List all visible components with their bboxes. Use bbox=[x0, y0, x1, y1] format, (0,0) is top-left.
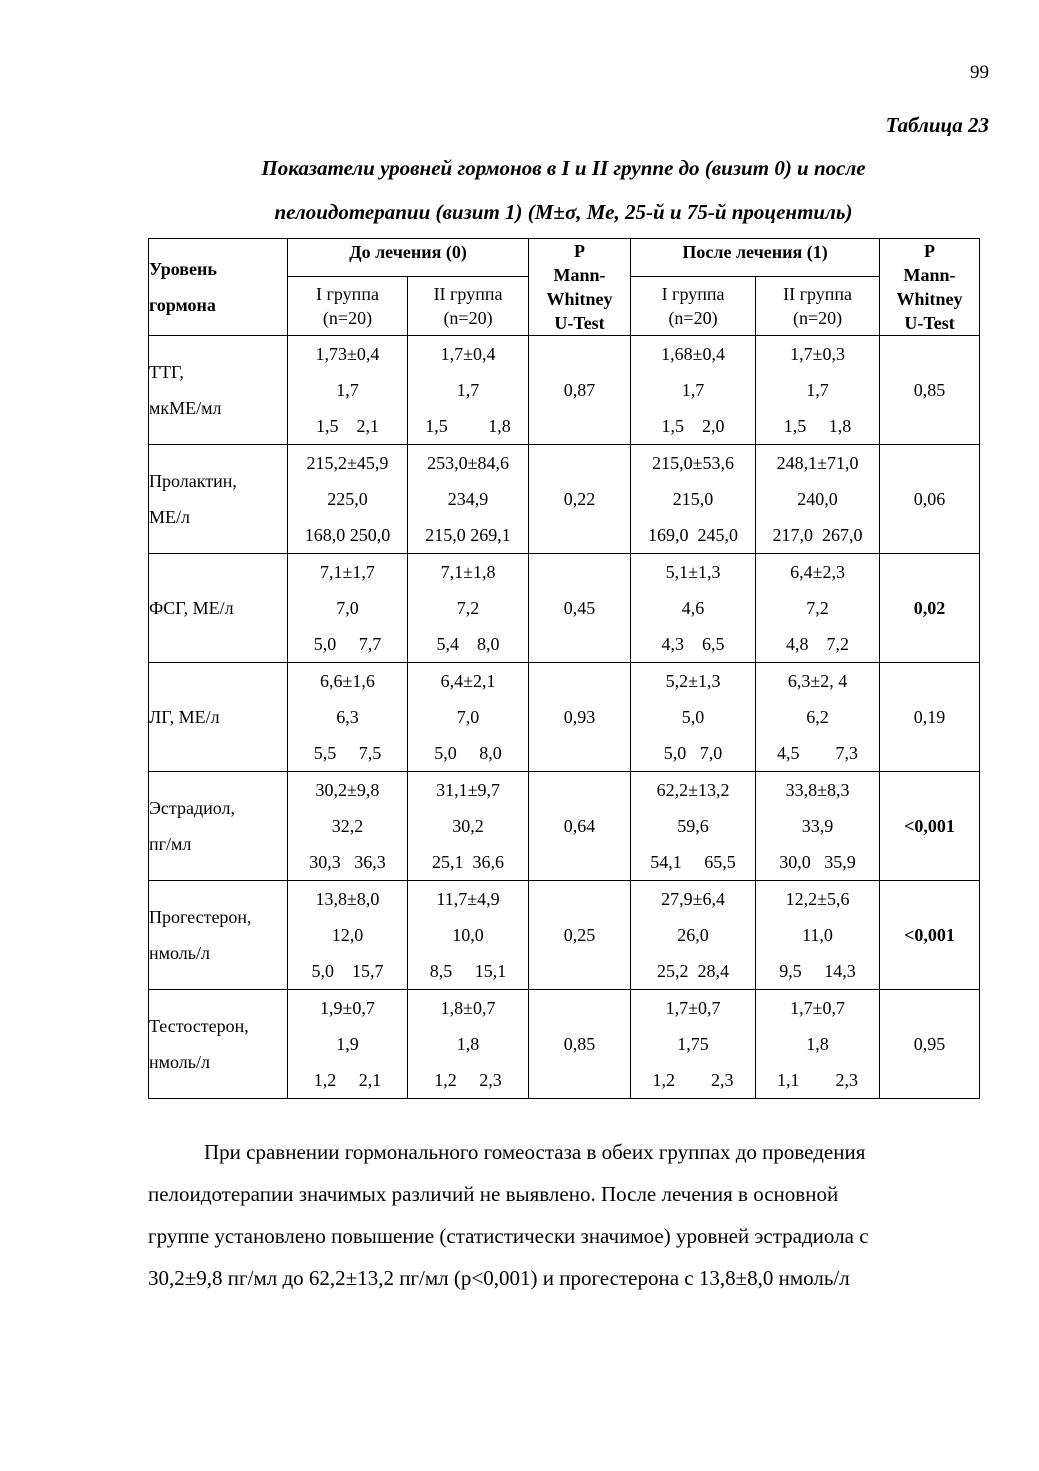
cell-after-group-2: 12,2±5,6 11,0 9,5 14,3 bbox=[756, 881, 880, 990]
cell-after-group-1: 5,2±1,3 5,0 5,0 7,0 bbox=[631, 663, 756, 772]
row-label: Прогестерон, нмоль/л bbox=[149, 881, 288, 990]
cell-before-group-1: 13,8±8,0 12,0 5,0 15,7 bbox=[288, 881, 408, 990]
cell-after-group-1: 27,9±6,4 26,0 25,2 28,4 bbox=[631, 881, 756, 990]
cell-p-before: 0,87 bbox=[529, 336, 631, 445]
header-hormone-level: Уровень гормона bbox=[149, 239, 288, 336]
cell-before-group-1: 7,1±1,7 7,0 5,0 7,7 bbox=[288, 554, 408, 663]
cell-p-before: 0,93 bbox=[529, 663, 631, 772]
paragraph-line: пелоидотерапии значимых различий не выявлено. После лечения в основной bbox=[148, 1182, 839, 1206]
table-row bbox=[149, 336, 980, 445]
cell-after-group-1: 215,0±53,6 215,0 169,0 245,0 bbox=[631, 445, 756, 554]
cell-before-group-1: 1,73±0,4 1,7 1,5 2,1 bbox=[288, 336, 408, 445]
cell-before-group-2: 1,8±0,7 1,8 1,2 2,3 bbox=[408, 990, 529, 1099]
table-row bbox=[149, 990, 980, 1099]
cell-after-group-1: 1,68±0,4 1,7 1,5 2,0 bbox=[631, 336, 756, 445]
table-title-line-1: Показатели уровней гормонов в I и II группе до (визит 0) и после bbox=[261, 156, 866, 180]
header-after-treatment: После лечения (1) bbox=[631, 239, 880, 277]
cell-after-group-2: 1,7±0,3 1,7 1,5 1,8 bbox=[756, 336, 880, 445]
paragraph-line: При сравнении гормонального гомеостаза в обеих группах до проведения bbox=[204, 1140, 866, 1164]
page-number: 99 bbox=[970, 62, 989, 83]
cell-after-group-1: 1,7±0,7 1,75 1,2 2,3 bbox=[631, 990, 756, 1099]
header-after-group-2: II группа (n=20) bbox=[756, 277, 880, 336]
cell-after-group-2: 248,1±71,0 240,0 217,0 267,0 bbox=[756, 445, 880, 554]
cell-after-group-1: 62,2±13,2 59,6 54,1 65,5 bbox=[631, 772, 756, 881]
cell-before-group-2: 1,7±0,4 1,7 1,5 1,8 bbox=[408, 336, 529, 445]
cell-after-group-2: 1,7±0,7 1,8 1,1 2,3 bbox=[756, 990, 880, 1099]
table-row bbox=[149, 772, 980, 881]
cell-p-after: 0,85 bbox=[880, 336, 980, 445]
table-row bbox=[149, 554, 980, 663]
cell-before-group-1: 30,2±9,8 32,2 30,3 36,3 bbox=[288, 772, 408, 881]
row-label: ТТГ, мкМЕ/мл bbox=[149, 336, 288, 445]
row-label: Тестостерон, нмоль/л bbox=[149, 990, 288, 1099]
paragraph-line: группе установлено повышение (статистически значимое) уровней эстрадиола с bbox=[148, 1224, 869, 1248]
cell-p-after: 0,02 bbox=[880, 554, 980, 663]
cell-after-group-2: 33,8±8,3 33,9 30,0 35,9 bbox=[756, 772, 880, 881]
header-p-value-after: P Mann- Whitney U-Test bbox=[880, 239, 980, 336]
row-label: Пролактин, МЕ/л bbox=[149, 445, 288, 554]
cell-after-group-2: 6,4±2,3 7,2 4,8 7,2 bbox=[756, 554, 880, 663]
cell-after-group-2: 6,3±2, 4 6,2 4,5 7,3 bbox=[756, 663, 880, 772]
cell-before-group-2: 31,1±9,7 30,2 25,1 36,6 bbox=[408, 772, 529, 881]
cell-before-group-2: 253,0±84,6 234,9 215,0 269,1 bbox=[408, 445, 529, 554]
cell-p-before: 0,22 bbox=[529, 445, 631, 554]
header-before-treatment: До лечения (0) bbox=[288, 239, 529, 277]
row-label: ЛГ, МЕ/л bbox=[149, 663, 288, 772]
cell-p-after: 0,95 bbox=[880, 990, 980, 1099]
cell-before-group-1: 215,2±45,9 225,0 168,0 250,0 bbox=[288, 445, 408, 554]
table-title-line-2: пелоидотерапии (визит 1) (М±σ, Ме, 25-й и 75-й процентиль) bbox=[274, 200, 853, 224]
cell-before-group-2: 7,1±1,8 7,2 5,4 8,0 bbox=[408, 554, 529, 663]
table-row bbox=[149, 881, 980, 990]
cell-p-after: 0,06 bbox=[880, 445, 980, 554]
cell-p-before: 0,45 bbox=[529, 554, 631, 663]
header-p-value-before: P Mann- Whitney U-Test bbox=[529, 239, 631, 336]
cell-p-after: 0,19 bbox=[880, 663, 980, 772]
hormone-table bbox=[148, 238, 980, 1099]
row-label: ФСГ, МЕ/л bbox=[149, 554, 288, 663]
cell-p-before: 0,64 bbox=[529, 772, 631, 881]
table-label: Таблица 23 bbox=[885, 113, 989, 137]
body-paragraph bbox=[148, 1131, 983, 1299]
row-label: Эстрадиол, пг/мл bbox=[149, 772, 288, 881]
cell-after-group-1: 5,1±1,3 4,6 4,3 6,5 bbox=[631, 554, 756, 663]
cell-p-after: <0,001 bbox=[880, 881, 980, 990]
header-before-group-2: II группа (n=20) bbox=[408, 277, 529, 336]
cell-before-group-1: 6,6±1,6 6,3 5,5 7,5 bbox=[288, 663, 408, 772]
paragraph-line: 30,2±9,8 пг/мл до 62,2±13,2 пг/мл (р<0,001) и прогестерона с 13,8±8,0 нмоль/л bbox=[148, 1266, 850, 1290]
cell-p-before: 0,25 bbox=[529, 881, 631, 990]
header-after-group-1: I группа (n=20) bbox=[631, 277, 756, 336]
cell-before-group-2: 6,4±2,1 7,0 5,0 8,0 bbox=[408, 663, 529, 772]
cell-p-before: 0,85 bbox=[529, 990, 631, 1099]
table-row bbox=[149, 445, 980, 554]
table-row bbox=[149, 663, 980, 772]
header-before-group-1: I группа (n=20) bbox=[288, 277, 408, 336]
cell-before-group-2: 11,7±4,9 10,0 8,5 15,1 bbox=[408, 881, 529, 990]
cell-before-group-1: 1,9±0,7 1,9 1,2 2,1 bbox=[288, 990, 408, 1099]
cell-p-after: <0,001 bbox=[880, 772, 980, 881]
